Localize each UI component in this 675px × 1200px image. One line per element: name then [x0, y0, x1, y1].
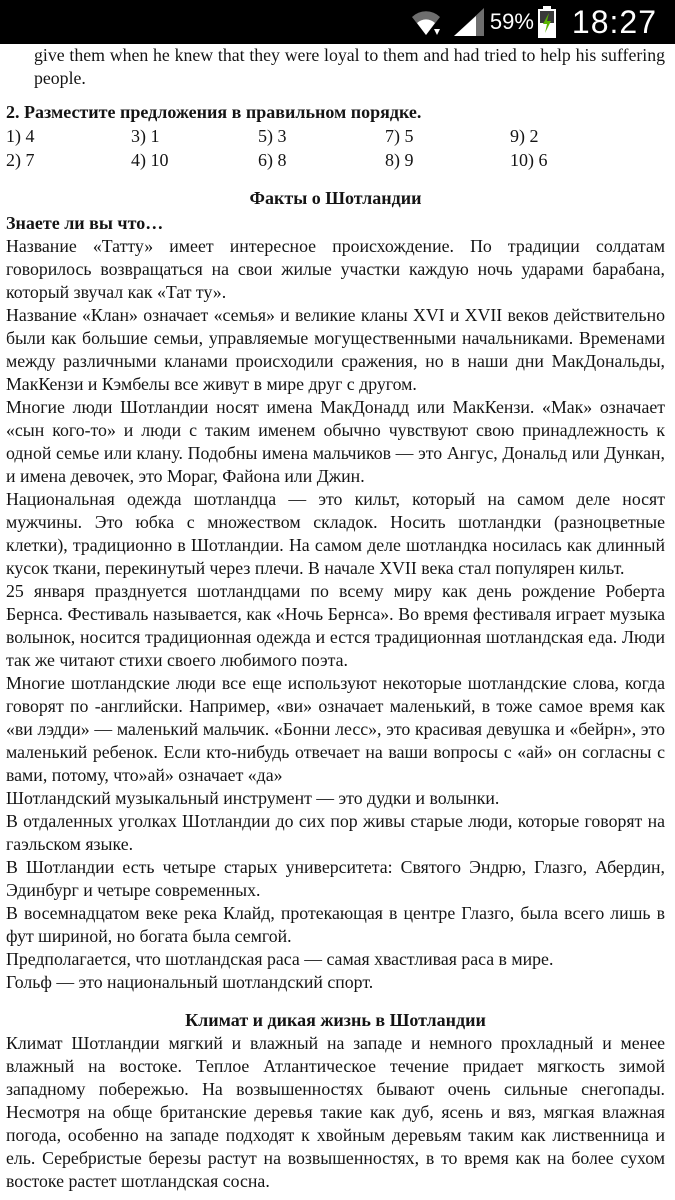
answer-item: 10) 6: [510, 150, 548, 170]
answer-item: 9) 2: [510, 126, 539, 146]
fact-paragraph: 25 января празднуется шотландцами по всему миру как день рождение Роберта Бернса. Фестиваль называется, как «Ночь Бернса». Во время фестиваля играет музыка волынок, носится традиционная одежда и естся традиционная шотландская еда. Люди так же читают стихи своего любимого поэта.: [6, 581, 665, 670]
intro-text: give them when he knew that they were loyal to them and had tried to help his suffering people.: [34, 45, 665, 88]
answer-item: 3) 1: [131, 126, 160, 146]
fact-paragraph: Шотландский музыкальный инструмент — это дудки и волынки.: [6, 788, 500, 808]
status-bar: [0, 0, 675, 44]
document-page: [0, 44, 675, 1200]
answer-item: 4) 10: [131, 150, 169, 170]
climate-paragraph: Климат Шотландии мягкий и влажный на западе и немного прохладный и менее влажный на востоке. Теплое Атлантическое течение придает мягкость зимой западному побережью. На возвышенностях бывают очень сильные снегопады. Несмотря на обще британские деревья такие как дуб, ясень и вяз, мягкая влажная погода, особенно на западе подходят к хвойным деревьям таким как лиственница и ель. Серебристые березы растут на возвышенностях, в то время как на более сухом востоке растет шотландская сосна.: [6, 1033, 665, 1191]
answer-item: 7) 5: [385, 126, 414, 146]
answer-item: 1) 4: [6, 126, 35, 146]
fact-paragraph: Национальная одежда шотландца — это кильт, который на самом деле носят мужчины. Это юбка с множеством складок. Носить шотландки (разноцветные клетки), традиционно в Шотландии. На самом деле шотландка носилась как длинный кусок ткани, перекинутый через плечи. В начале XVII века стал популярен кильт.: [6, 489, 665, 578]
clock: 18:27: [571, 3, 657, 40]
fact-paragraph: В Шотландии есть четыре старых университета: Святого Эндрю, Глазго, Абердин, Эдинбург и четыре современных.: [6, 857, 665, 900]
battery-charging-icon: [538, 6, 556, 38]
wifi-icon: [410, 7, 442, 37]
battery-percent: 59%: [489, 9, 534, 34]
fact-paragraph: Многие шотландские люди все еще используют некоторые шотландские слова, когда говорят по -английски. Например, «ви» означает маленький, в тоже самое время как «ви лэдди» — маленький мальчик. «Бонни лесс», это красивая девушка и «бейрн», это маленький ребенок. Если кто-нибудь отвечает на ваши вопросы с «ай» он согласны с вами, потому, что»ай» означает «да»: [6, 673, 665, 785]
status-icons: [410, 0, 657, 44]
question-2-heading: 2. Разместите предложения в правильном порядке.: [6, 102, 422, 122]
fact-paragraph: Название «Татту» имеет интересное происхождение. По традиции солдатам говорилось возвращаться на свои жилые участки каждую ночь ударами барабана, который звучал как «Тат ту».: [6, 236, 665, 302]
facts-title: Факты о Шотландии: [249, 188, 422, 208]
fact-paragraph: В восемнадцатом веке река Клайд, протекающая в центре Глазго, была всего лишь в фут шириной, но богата была семгой.: [6, 903, 665, 946]
signal-icon: [454, 8, 484, 36]
answer-item: 2) 7: [6, 150, 35, 170]
fact-paragraph: Название «Клан» означает «семья» и великие кланы XVI и XVII веков действительно были как большие семьи, управляемые могущественными начальниками. Временами между различными кланами происходили сражения, но в наши дни МакДональды, МакКензи и Кэмбелы все живут в мире друг с другом.: [6, 305, 665, 394]
climate-title: Климат и дикая жизнь в Шотландии: [185, 1010, 486, 1030]
fact-paragraph: Многие люди Шотландии носят имена МакДонадд или МакКензи. «Мак» означает «сын кого-то» и люди с таким именем обычно чувствуют свою принадлежность к одной семье или клану. Подобны имена мальчиков — это Ангус, Дональд или Дункан, и имена девочек, это Моpаг, Файона или Джин.: [6, 397, 665, 486]
fact-paragraph: В отдаленных уголках Шотландии до сих пор живы старые люди, которые говорят на гаэльском языке.: [6, 811, 665, 854]
answer-grid: [6, 124, 665, 172]
answer-item: 8) 9: [385, 150, 414, 170]
answer-item: 5) 3: [258, 126, 287, 146]
fact-paragraph: Гольф — это национальный шотландский спорт.: [6, 972, 374, 992]
facts-subheading: Знаете ли вы что…: [6, 213, 164, 233]
answer-item: 6) 8: [258, 150, 287, 170]
fact-paragraph: Предполагается, что шотландская раса — самая хвастливая раса в мире.: [6, 949, 554, 969]
